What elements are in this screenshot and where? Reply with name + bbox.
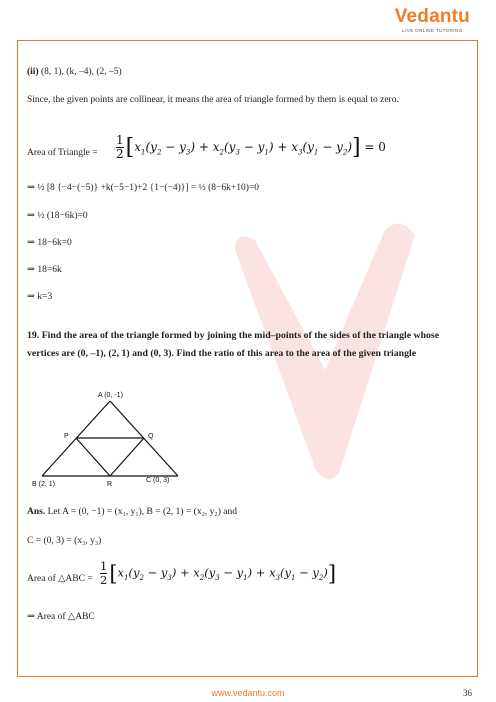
area-abc-label: Area of △ABC = bbox=[27, 574, 93, 584]
step-4: ⇒ 18=6k bbox=[27, 265, 62, 275]
step-5: ⇒ k=3 bbox=[27, 292, 53, 302]
c-point-line: C = (0, 3) = (x₃, y₃) bbox=[27, 536, 102, 546]
step-3: ⇒ 18−6k=0 bbox=[27, 238, 72, 248]
vedantu-logo bbox=[395, 6, 470, 33]
area-formula: $\frac{1}{2}$ $[x_1(y_2 - y_3) + x_2(y_3 - y_1) + x_3(y_1 - y_2)] = 0$ bbox=[116, 133, 386, 161]
logo-tagline: LIVE ONLINE TUTORING bbox=[402, 28, 463, 33]
step-1: ⇒ ½ [8 {−4−(−5)} +k(−5−1)+2 {1−(−4)}] = ½ (8−6k+10)=0 bbox=[27, 183, 259, 193]
logo-wordmark: Vedantu bbox=[394, 6, 470, 27]
step-2: ⇒ ½ (18−6k)=0 bbox=[27, 211, 88, 221]
ans-label: Ans. bbox=[27, 507, 46, 517]
part-points: (8, 1), (k, –4), (2, –5) bbox=[38, 67, 122, 77]
triangle-figure bbox=[30, 389, 190, 489]
segment-pr bbox=[76, 438, 110, 476]
area-label: Area of Triangle = bbox=[27, 148, 98, 158]
label-b: B (2, 1) bbox=[32, 481, 55, 488]
label-c: C (0, 3) bbox=[146, 477, 170, 484]
segment-qr bbox=[110, 438, 144, 476]
part-label: (ii) bbox=[27, 67, 39, 77]
question-19: 19. Find the area of the triangle formed by joining the mid–points of the sides of the triangle whose vertices are (0, –1), (2, 1) and (0, 3). Find the ratio of this area to the area of the given triangle bbox=[27, 330, 440, 359]
answer-line bbox=[27, 506, 237, 519]
area-abc-result-line: ⇒ Area of △ABC bbox=[27, 612, 95, 622]
label-a: A (0, -1) bbox=[98, 392, 123, 399]
ans-text: Let A = (0, −1) = (x₁, y₁), B = (2, 1) = (x₂, y₂) and bbox=[45, 507, 237, 517]
part-ii-heading bbox=[27, 66, 122, 79]
page-number: 36 bbox=[463, 688, 472, 698]
label-q: Q bbox=[148, 433, 154, 440]
label-p: P bbox=[64, 433, 69, 440]
area-abc-formula: $\frac{1}{2}$ $[x_1(y_2 - y_3) + x_2(y_3 - y_1) + x_3(y_1 - y_2)]$ bbox=[100, 559, 337, 587]
collinear-paragraph: Since, the given points are collinear, it means the area of triangle formed by them is equal to zero. bbox=[27, 95, 399, 105]
footer-url[interactable]: www.vedantu.com bbox=[211, 688, 285, 698]
label-r: R bbox=[107, 481, 113, 488]
